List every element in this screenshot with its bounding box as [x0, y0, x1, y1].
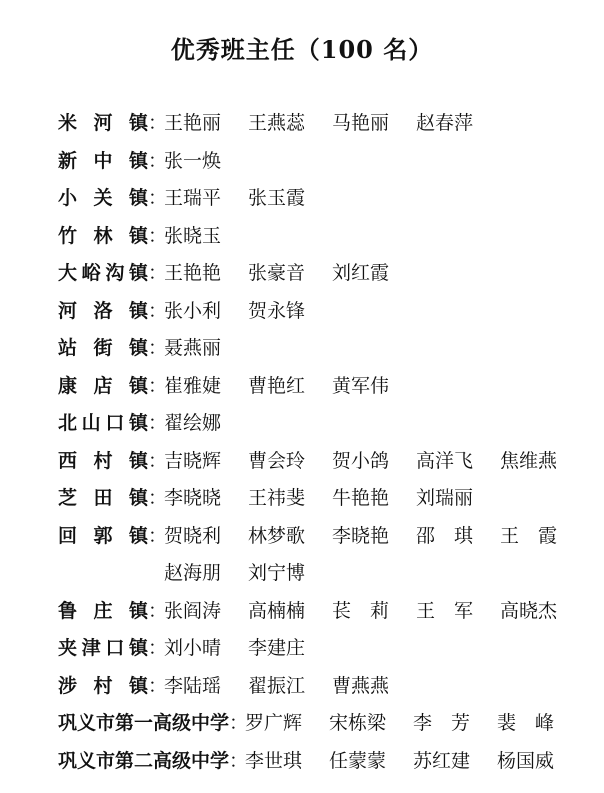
teacher-name: 曹燕燕 [332, 674, 390, 697]
town-label: 西 村 镇 [58, 449, 148, 472]
teacher-name: 牛艳艳 [332, 487, 390, 509]
town-label: 站 街 镇 [58, 337, 148, 359]
name-list [245, 743, 581, 781]
name-list [164, 405, 584, 443]
teacher-name: 王艳艳 [164, 262, 222, 284]
name-list [164, 255, 584, 293]
teacher-name: 贺永锋 [248, 299, 306, 322]
town-row [58, 443, 598, 481]
town-row [58, 293, 598, 331]
teacher-name: 高晓杰 [500, 599, 558, 622]
teacher-name: 刘红霞 [332, 262, 390, 284]
teacher-name: 王瑞平 [164, 187, 222, 209]
teacher-name: 张豪音 [248, 262, 306, 284]
teacher-name: 马艳丽 [332, 112, 390, 134]
town-row [58, 218, 598, 256]
town-row [58, 255, 598, 293]
teacher-name: 赵春萍 [416, 112, 474, 134]
colon-separator: ： [148, 412, 168, 434]
teacher-name: 李晓艳 [332, 524, 390, 547]
teacher-name: 黄军伟 [332, 374, 390, 397]
teacher-name: 刘宁博 [248, 562, 306, 584]
town-label: 河 洛 镇 [58, 299, 148, 322]
town-label: 夹 津 口 镇 [58, 637, 148, 659]
colon-separator: ： [148, 449, 168, 472]
town-row [58, 405, 598, 443]
town-label: 小 关 镇 [58, 187, 148, 209]
colon-separator: ： [148, 112, 168, 134]
name-list [164, 180, 584, 218]
colon-separator: ： [148, 524, 168, 547]
school-row [58, 705, 598, 743]
teacher-name: 崔雅婕 [164, 374, 222, 397]
teacher-name: 聂燕丽 [164, 337, 222, 359]
teacher-name: 王 霞 [500, 524, 558, 547]
teacher-name: 李 芳 [413, 712, 471, 734]
town-row [58, 518, 598, 593]
colon-separator: ： [148, 299, 168, 322]
name-list [245, 705, 581, 743]
name-list [164, 105, 584, 143]
name-list [164, 518, 584, 593]
teacher-name: 张晓玉 [164, 224, 222, 247]
town-row [58, 143, 598, 181]
teacher-name: 焦维燕 [500, 449, 558, 472]
town-row [58, 330, 598, 368]
teacher-name: 张小利 [164, 299, 222, 322]
town-label: 回 郭 镇 [58, 524, 148, 547]
colon-separator: ： [148, 374, 168, 397]
teacher-name: 曹艳红 [248, 374, 306, 397]
colon-separator: ： [148, 637, 168, 659]
colon-separator: ： [148, 337, 168, 359]
teacher-name: 林梦歌 [248, 524, 306, 547]
teacher-name: 张一焕 [164, 149, 222, 172]
school-row [58, 743, 598, 781]
teacher-name: 王 军 [416, 599, 474, 622]
colon-separator: ： [148, 487, 168, 509]
teacher-name: 高楠楠 [248, 599, 306, 622]
colon-separator: ： [148, 149, 168, 172]
school-label: 巩义市第二高级中学 [58, 749, 230, 772]
town-row [58, 593, 598, 631]
teacher-name: 杨国威 [497, 749, 555, 772]
colon-separator: ： [229, 749, 249, 772]
town-label: 鲁 庄 镇 [58, 599, 148, 622]
town-row [58, 180, 598, 218]
teacher-name: 赵海朋 [164, 562, 222, 584]
town-row [58, 668, 598, 706]
teacher-name: 刘瑞丽 [416, 487, 474, 509]
page-title: 优秀班主任（100 名） [170, 35, 434, 64]
town-row [58, 630, 598, 668]
colon-separator: ： [148, 187, 168, 209]
teacher-name: 贺晓利 [164, 524, 222, 547]
town-row [58, 368, 598, 406]
teacher-name: 张玉霞 [248, 187, 306, 209]
teacher-name: 苏红建 [413, 749, 471, 772]
teacher-name: 李建庄 [248, 637, 306, 659]
name-list [164, 330, 584, 368]
honor-list [58, 105, 598, 780]
teacher-name: 苌 莉 [332, 599, 390, 622]
town-label: 新 中 镇 [58, 149, 148, 172]
teacher-name: 宋栋梁 [329, 712, 387, 734]
teacher-name: 李陆瑶 [164, 674, 222, 697]
teacher-name: 罗广辉 [245, 712, 303, 734]
teacher-name: 王艳丽 [164, 112, 222, 134]
colon-separator: ： [148, 262, 168, 284]
teacher-name: 翟振江 [248, 674, 306, 697]
teacher-name: 高洋飞 [416, 449, 474, 472]
name-list [164, 668, 584, 706]
town-label: 北 山 口 镇 [58, 412, 148, 434]
colon-separator: ： [148, 224, 168, 247]
teacher-name: 裴 峰 [497, 712, 555, 734]
town-label: 竹 林 镇 [58, 224, 148, 247]
colon-separator: ： [148, 599, 168, 622]
town-label: 米 河 镇 [58, 112, 148, 134]
name-list [164, 630, 584, 668]
town-label: 涉 村 镇 [58, 674, 148, 697]
town-row [58, 105, 598, 143]
teacher-name: 吉晓辉 [164, 449, 222, 472]
town-label: 芝 田 镇 [58, 487, 148, 509]
teacher-name: 任蒙蒙 [329, 749, 387, 772]
teacher-name: 贺小鸽 [332, 449, 390, 472]
teacher-name: 曹会玲 [248, 449, 306, 472]
town-label: 大 峪 沟 镇 [58, 262, 148, 284]
teacher-name: 李世琪 [245, 749, 303, 772]
name-list [164, 443, 584, 481]
town-label: 康 店 镇 [58, 374, 148, 397]
teacher-name: 王燕蕊 [248, 112, 306, 134]
name-list [164, 218, 584, 256]
teacher-name: 翟绘娜 [164, 412, 222, 434]
name-list [164, 480, 584, 518]
teacher-name: 李晓晓 [164, 487, 222, 509]
colon-separator: ： [229, 712, 249, 734]
school-label: 巩义市第一高级中学 [58, 712, 230, 734]
name-list [164, 293, 584, 331]
teacher-name: 邵 琪 [416, 524, 474, 547]
teacher-name: 刘小晴 [164, 637, 222, 659]
teacher-name: 张阎涛 [164, 599, 222, 622]
name-list [164, 368, 584, 406]
town-row [58, 480, 598, 518]
colon-separator: ： [148, 674, 168, 697]
name-list [164, 593, 584, 631]
name-list [164, 143, 584, 181]
teacher-name: 王祎斐 [248, 487, 306, 509]
